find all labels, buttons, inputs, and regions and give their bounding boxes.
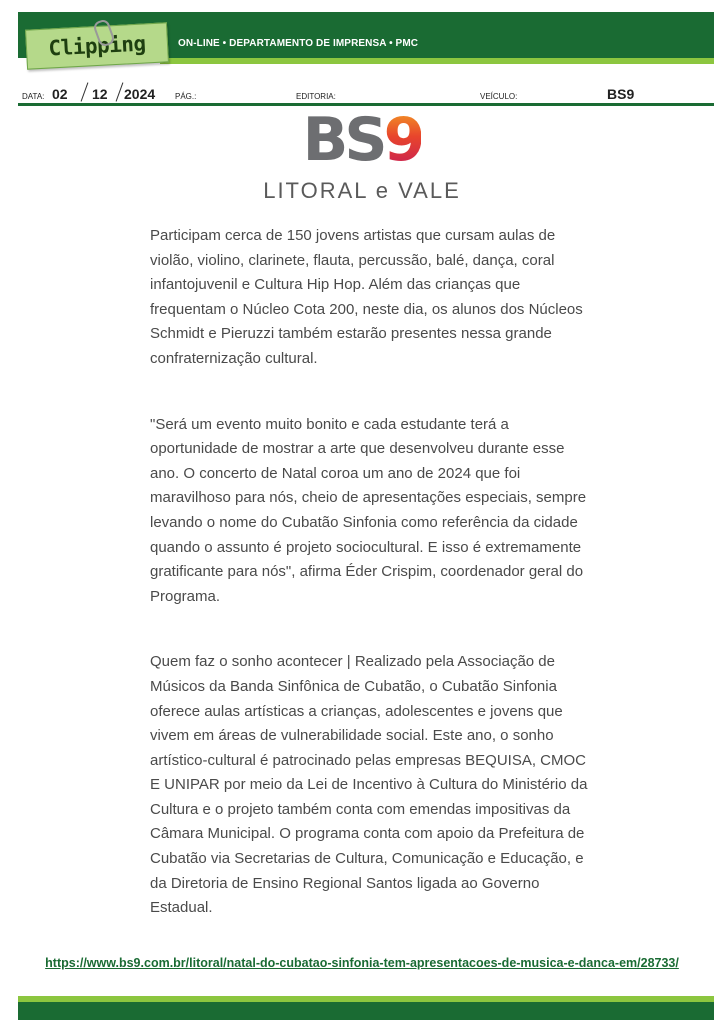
bs9-logo [302,105,422,175]
article-paragraph: Quem faz o sonho acontecer | Realizado pela Associação de Músicos da Banda Sinfônica de Cubatão, o Cubatão Sinfonia oferece aulas artísticas a crianças, adolescentes e jovens que vivem em áreas de vulnerabilidade social. Este ano, o sonho artístico-cultural é patrocinado pelas empresas BEQUISA, CMOC E UNIPAR por meio da Lei de Incentivo à Cultura do Ministério da Cultura e o projeto também conta com emendas impositivas da Câmara Municipal. O programa conta com apoio da Prefeitura de Cubatão via Secretarias de Cultura, Comunicação e Educação, e da Diretoria de Ensino Regional Santos ligada ao Governo Estadual. [150,653,588,917]
clipping-meta-row [22,84,714,104]
date-day: 02 [52,86,68,102]
date-year: 2024 [124,86,156,102]
article-paragraph: Participam cerca de 150 jovens artistas que cursam aulas de violão, violino, clarinete, flauta, percussão, balé, dança, coral infantojuvenil e Cultura Hip Hop. Além das crianças que frequentam o Núcleo Cota 200, neste dia, os alunos dos Núcleos Schmidt e Pieruzzi também estarão presentes nessa grande confraternização cultural. [150,227,583,367]
date-separator [116,82,124,101]
article-paragraph: "Será um evento muito bonito e cada estudante terá a oportunidade de mostrar a arte que desenvolveu durante esse ano. O concerto de Natal coroa um ano de 2024 que foi maravilhoso para nós, cheio de apresentações especiais, sempre levando o nome do Cubatão Sinfonia como referência da cidade quando o assunto é projeto sociocultural. E isso é extremamente gratificante para nós", afirma Éder Crispim, coordenador geral do Programa. [150,415,587,605]
header-accent-stripe [160,58,714,64]
source-url-link[interactable]: https://www.bs9.com.br/litoral/natal-do-cubatao-sinfonia-tem-apresentacoes-de-musica-e-danca-em/28733/ [45,956,679,970]
article-body [150,224,590,921]
date-month: 12 [92,86,108,102]
header-tagline: ON-LINE • DEPARTAMENTO DE IMPRENSA • PMC [178,38,419,49]
date-separator [81,82,89,101]
clipping-logo-text: Clipping [47,31,147,61]
bs9-logo-bs: BS [302,105,384,175]
footer-band [18,1002,714,1020]
veiculo-value: BS9 [607,86,635,102]
date-label: DATA: [22,92,45,101]
veiculo-label: VEÍCULO: [480,92,518,101]
page-label: PÁG.: [175,92,197,101]
bs9-logo-nine: 9 [383,105,422,175]
region-title: LITORAL e VALE [263,178,461,203]
editoria-label: EDITORIA: [296,92,336,101]
